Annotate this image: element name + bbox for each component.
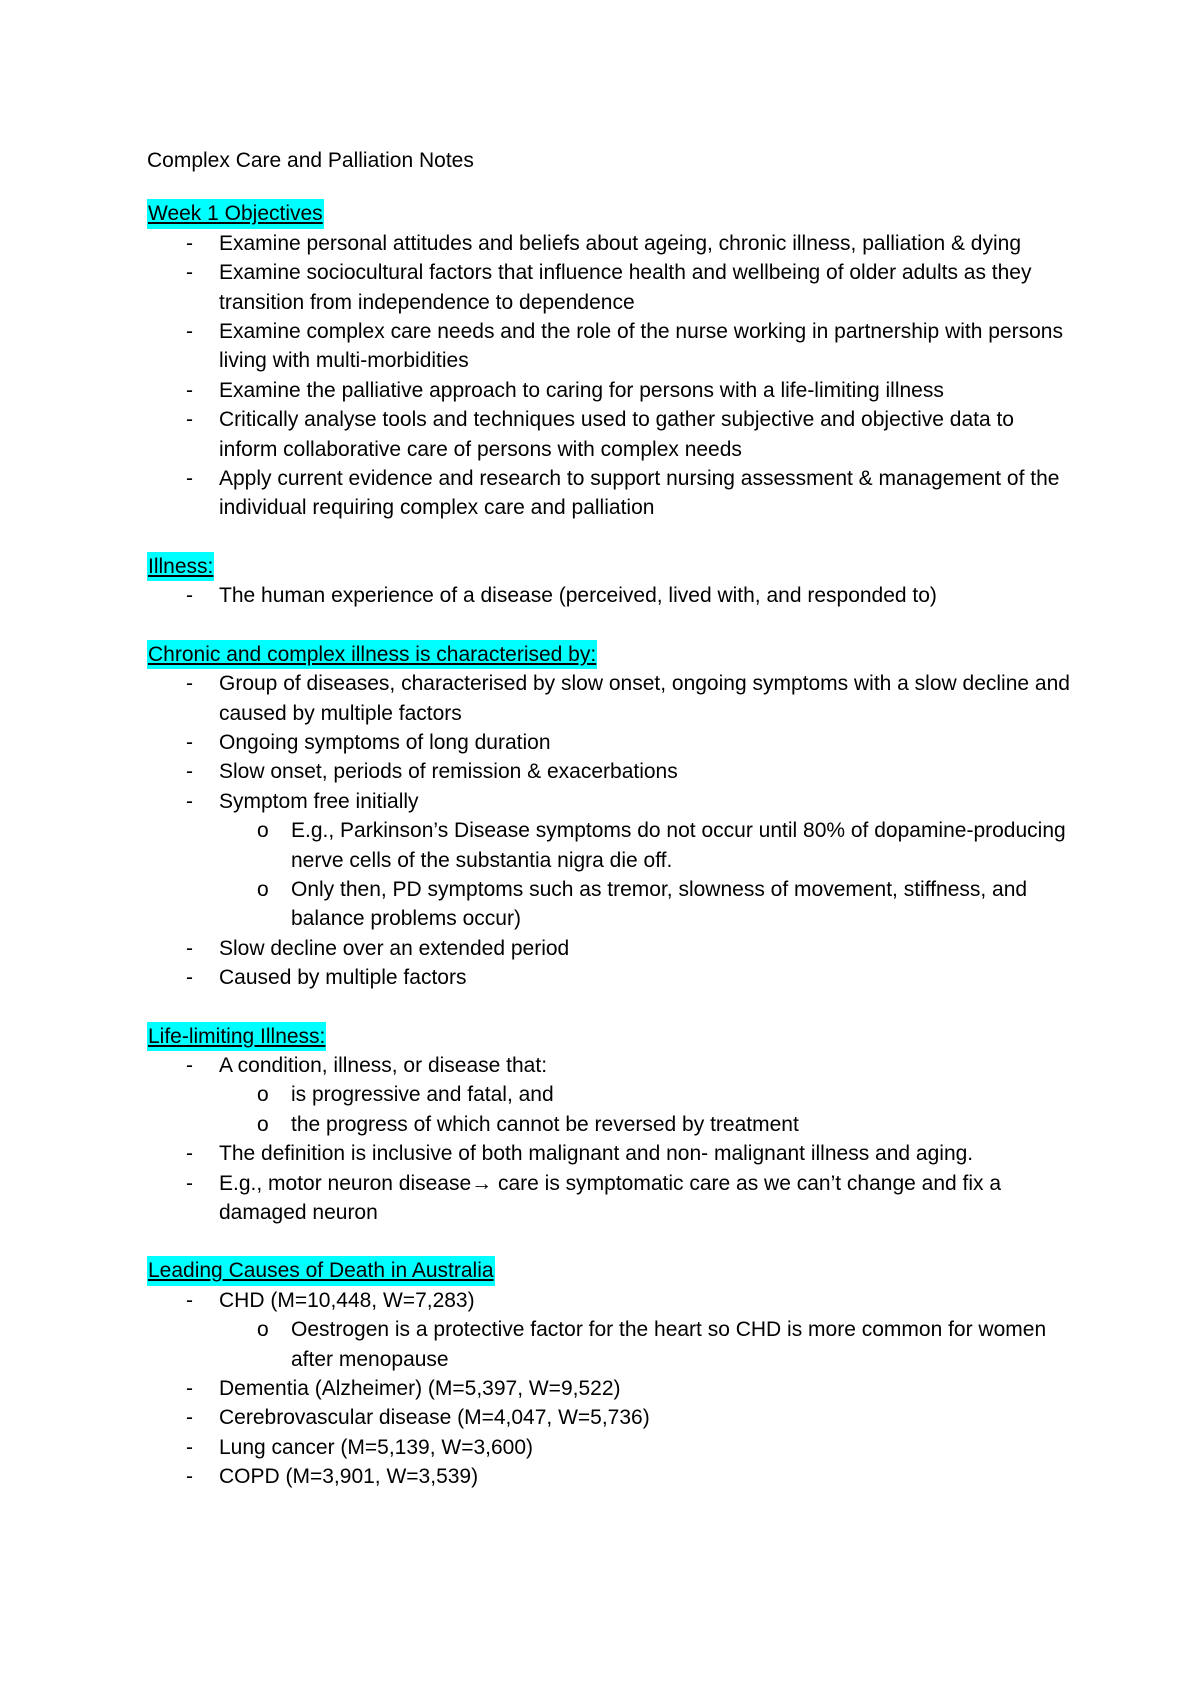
bullet-list [147,581,1077,610]
list-item-text: Cerebrovascular disease (M=4,047, W=5,736) [219,1406,650,1430]
dash-bullet-icon: - [186,760,193,784]
sub-list-item-text: is progressive and fatal, and [291,1083,554,1107]
list-item-text: Critically analyse tools and techniques used to gather subjective and objective data to inform collaborative care of persons with complex needs [219,408,1014,461]
sub-list-item [219,1315,1077,1374]
sub-bullet-list [219,1080,1077,1139]
dash-bullet-icon: - [186,1406,193,1430]
bullet-list [147,229,1077,523]
sub-list-item-text: the progress of which cannot be reversed by treatment [291,1112,799,1136]
dash-bullet-icon: - [186,408,193,432]
document-page [147,146,1077,1521]
list-item [147,229,1077,258]
list-item [147,464,1077,523]
dash-bullet-icon: - [186,1171,193,1195]
list-item-text: The definition is inclusive of both malignant and non- malignant illness and aging. [219,1142,974,1166]
circle-bullet-icon: o [257,877,269,901]
list-item-text: Slow onset, periods of remission & exacerbations [219,760,678,784]
sub-list-item [219,1110,1077,1139]
section [147,1022,1077,1228]
list-item [147,934,1077,963]
document-body [147,199,1077,1491]
dash-bullet-icon: - [186,966,193,990]
section-heading: Illness: [147,552,214,581]
list-item-text: Apply current evidence and research to support nursing assessment & management of the individual requiring complex care and palliation [219,467,1060,520]
sub-list-item-text: Only then, PD symptoms such as tremor, slowness of movement, stiffness, and balance problems occur) [291,877,1028,931]
list-item [147,1286,1077,1374]
section-heading: Chronic and complex illness is characterised by: [147,640,597,669]
list-item [147,757,1077,786]
circle-bullet-icon: o [257,819,269,843]
list-item [147,787,1077,934]
list-item [147,1374,1077,1403]
list-item [147,1403,1077,1432]
dash-bullet-icon: - [186,378,193,402]
sub-bullet-list [219,816,1077,934]
sub-list-item [219,1080,1077,1109]
dash-bullet-icon: - [186,789,193,813]
sub-list-item-text: Oestrogen is a protective factor for the heart so CHD is more common for women after menopause [291,1318,1047,1371]
section [147,640,1077,993]
list-item-text: Lung cancer (M=5,139, W=3,600) [219,1435,534,1459]
document-title: Complex Care and Palliation Notes [147,149,474,172]
section [147,1256,1077,1491]
list-item-text: Caused by multiple factors [219,966,467,990]
section [147,552,1077,611]
circle-bullet-icon: o [257,1083,269,1107]
dash-bullet-icon: - [186,1377,193,1401]
list-item-text: The human experience of a disease (perceived, lived with, and responded to) [219,584,937,608]
dash-bullet-icon: - [186,1465,193,1489]
list-item-text: A condition, illness, or disease that: [219,1053,548,1077]
dash-bullet-icon: - [186,584,193,608]
bullet-list [147,669,1077,992]
list-item-text: E.g., motor neuron disease→ care is symptomatic care as we can’t change and fix a damaged neuron [219,1171,1002,1224]
list-item-text: Examine personal attitudes and beliefs about ageing, chronic illness, palliation & dying [219,231,1021,255]
circle-bullet-icon: o [257,1112,269,1136]
sub-list-item-text: E.g., Parkinson’s Disease symptoms do not occur until 80% of dopamine-producing nerve cells of the substantia nigra die off. [291,819,1066,872]
dash-bullet-icon: - [186,1142,193,1166]
section-heading: Week 1 Objectives [147,199,324,228]
list-item [147,1051,1077,1139]
dash-bullet-icon: - [186,467,193,491]
list-item-text: COPD (M=3,901, W=3,539) [219,1465,479,1489]
list-item [147,1462,1077,1491]
list-item [147,728,1077,757]
list-item-text: Slow decline over an extended period [219,936,570,960]
dash-bullet-icon: - [186,1435,193,1459]
circle-bullet-icon: o [257,1318,269,1342]
sub-bullet-list [219,1315,1077,1374]
dash-bullet-icon: - [186,231,193,255]
list-item [147,376,1077,405]
section-heading: Life-limiting Illness: [147,1022,326,1051]
list-item [147,405,1077,464]
sub-list-item [219,816,1077,875]
dash-bullet-icon: - [186,320,193,344]
section [147,199,1077,522]
list-item [147,258,1077,317]
dash-bullet-icon: - [186,261,193,285]
section-heading: Leading Causes of Death in Australia [147,1256,495,1285]
list-item [147,317,1077,376]
list-item [147,1433,1077,1462]
list-item [147,1139,1077,1168]
list-item-text: Ongoing symptoms of long duration [219,730,551,754]
list-item [147,669,1077,728]
list-item-text: Group of diseases, characterised by slow onset, ongoing symptoms with a slow decline and caused by multiple factors [219,672,1070,725]
dash-bullet-icon: - [186,672,193,696]
bullet-list [147,1051,1077,1227]
list-item-text: Examine the palliative approach to caring for persons with a life-limiting illness [219,378,944,402]
list-item-text: Symptom free initially [219,789,419,813]
bullet-list [147,1286,1077,1492]
list-item-text: CHD (M=10,448, W=7,283) [219,1288,475,1312]
list-item [147,581,1077,610]
list-item [147,963,1077,992]
list-item-text: Examine sociocultural factors that influence health and wellbeing of older adults as they transition from independence to dependence [219,261,1032,314]
list-item [147,1169,1077,1228]
list-item-text: Dementia (Alzheimer) (M=5,397, W=9,522) [219,1377,621,1401]
dash-bullet-icon: - [186,1288,193,1312]
dash-bullet-icon: - [186,936,193,960]
list-item-text: Examine complex care needs and the role of the nurse working in partnership with persons living with multi-morbidities [219,320,1063,373]
dash-bullet-icon: - [186,1053,193,1077]
sub-list-item [219,875,1077,934]
dash-bullet-icon: - [186,730,193,754]
